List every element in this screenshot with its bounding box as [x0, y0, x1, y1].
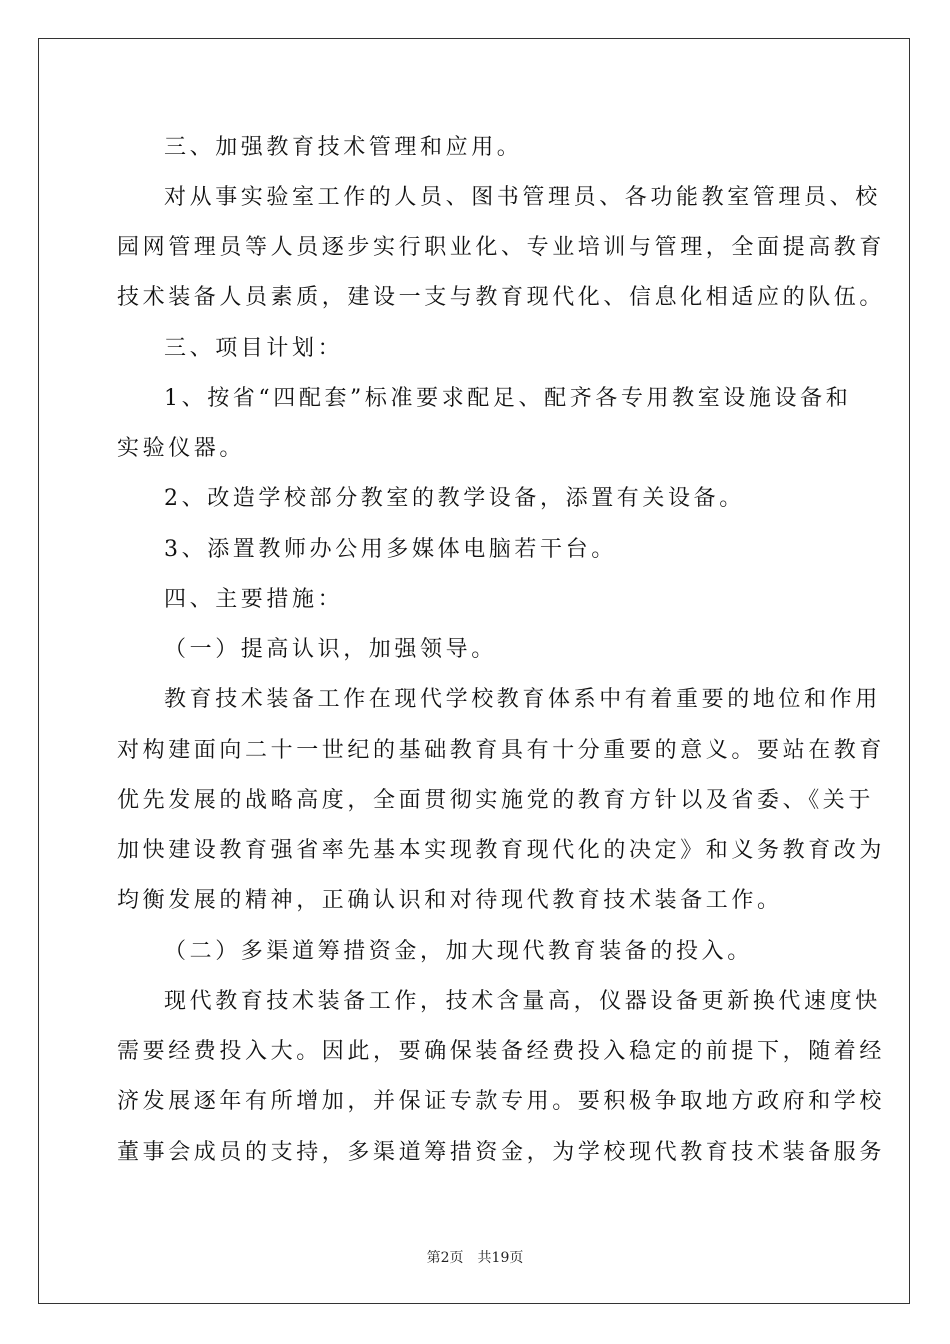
paragraph-line: 济发展逐年有所增加，并保证专款专用。要积极争取地方政府和学校: [117, 1089, 886, 1114]
subheading-1: （一）提高认识，加强领导。: [164, 637, 497, 662]
page-number: 第2页: [426, 1250, 464, 1266]
heading-section-3a: 三、加强教育技术管理和应用。: [164, 135, 523, 160]
paragraph-line: 现代教育技术装备工作，技术含量高，仪器设备更新换代速度快: [164, 989, 881, 1014]
paragraph-line: 技术装备人员素质，建设一支与教育现代化、信息化相适应的队伍。: [117, 285, 886, 310]
heading-main-measures: 四、主要措施：: [164, 587, 344, 612]
paragraph-line: 优先发展的战略高度，全面贯彻实施党的教育方针以及省委、《关于: [117, 788, 875, 813]
paragraph-line: 对从事实验室工作的人员、图书管理员、各功能教室管理员、校: [164, 185, 881, 210]
paragraph-line: 教育技术装备工作在现代学校教育体系中有着重要的地位和作用: [164, 687, 881, 712]
list-item-3: 3、添置教师办公用多媒体电脑若干台。: [164, 537, 617, 562]
heading-project-plan: 三、项目计划：: [164, 336, 344, 361]
page-footer: [0, 1249, 950, 1267]
paragraph-line: 均衡发展的精神，正确认识和对待现代教育技术装备工作。: [117, 888, 783, 913]
list-item-2: 2、改造学校部分教室的教学设备，添置有关设备。: [164, 486, 745, 511]
paragraph-line: 董事会成员的支持，多渠道筹措资金，为学校现代教育技术装备服务: [117, 1140, 886, 1165]
subheading-2: （二）多渠道筹措资金，加大现代教育装备的投入。: [164, 939, 753, 964]
list-item-1-cont: 实验仪器。: [117, 436, 246, 461]
page-total: 共19页: [477, 1250, 524, 1266]
paragraph-line: 需要经费投入大。因此，要确保装备经费投入稳定的前提下，随着经: [117, 1039, 886, 1064]
paragraph-line: 园网管理员等人员逐步实行职业化、专业培训与管理，全面提高教育: [117, 235, 886, 260]
paragraph-line: 对构建面向二十一世纪的基础教育具有十分重要的意义。要站在教育: [117, 738, 886, 763]
paragraph-line: 加快建设教育强省率先基本实现教育现代化的决定》和义务教育改为: [117, 838, 886, 863]
list-item-1: 1、按省“四配套”标准要求配足、配齐各专用教室设施设备和: [164, 386, 852, 411]
